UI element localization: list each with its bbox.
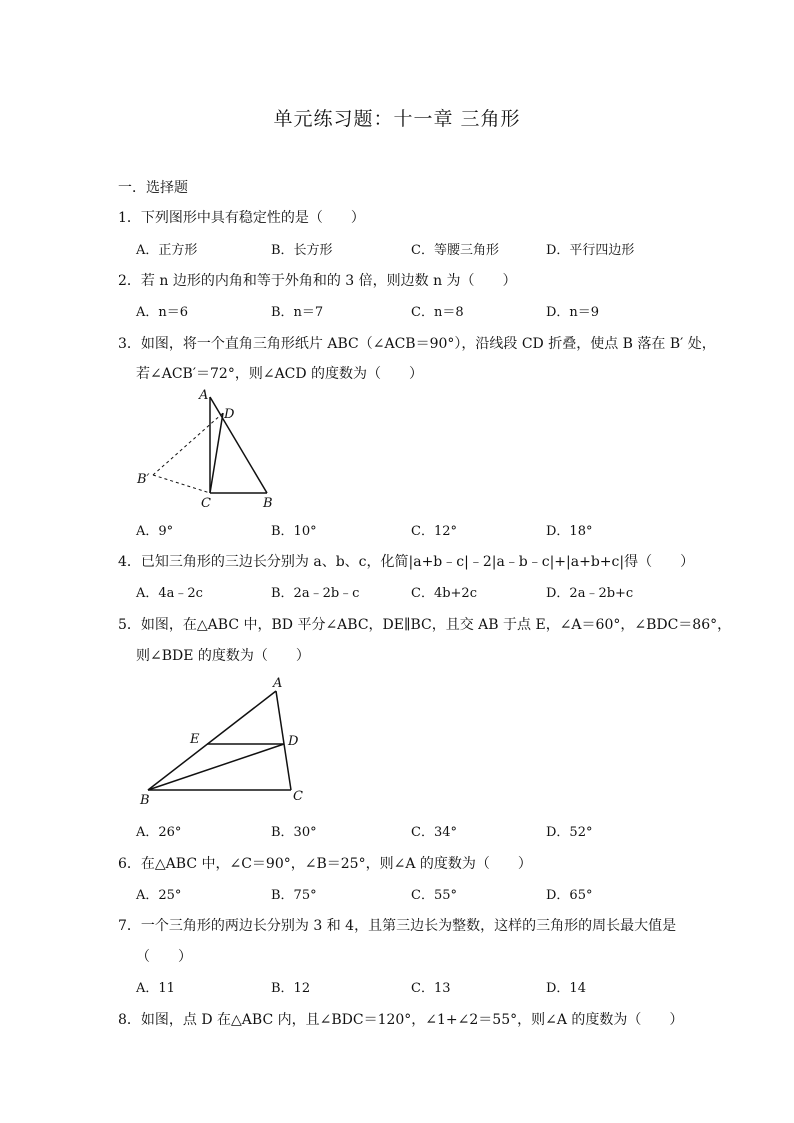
option-b: B．n＝7: [271, 305, 324, 320]
option-d: D．18°: [546, 524, 593, 539]
option-a: A．26°: [136, 825, 182, 840]
option-c: C．34°: [411, 825, 457, 840]
label-d: D: [224, 407, 235, 422]
question-8: 8．如图，点 D 在△ABC 内，且∠BDC＝120°，∠1+∠2＝55°，则∠A 的度数为（ ）: [118, 1012, 684, 1028]
label-b: B: [140, 793, 150, 808]
option-a: A．4a﹣2c: [136, 586, 203, 601]
question-2: 2．若 n 边形的内角和等于外角和的 3 倍，则边数 n 为（ ）: [118, 273, 517, 289]
question-5-options: [136, 821, 696, 839]
option-d: D．2a﹣2b+c: [546, 586, 634, 601]
segment-b1c-dashed: [153, 475, 210, 493]
page-title: 单元练习题：十一章 三角形: [273, 108, 521, 130]
label-e: E: [190, 732, 200, 747]
option-b: B．30°: [271, 825, 317, 840]
question-5-continued: 则∠BDE 的度数为（ ）: [136, 648, 310, 664]
question-3-options: [136, 520, 696, 538]
option-b: B．10°: [271, 524, 317, 539]
question-3-continued: 若∠ACB′＝72°，则∠ACD 的度数为（ ）: [136, 366, 424, 382]
question-7-options: [136, 977, 696, 995]
option-a: A．11: [136, 981, 175, 996]
question-2-options: [136, 301, 696, 319]
option-c: C．12°: [411, 524, 457, 539]
question-3: 3．如图，将一个直角三角形纸片 ABC（∠ACB＝90°），沿线段 CD 折叠，使点 B 落在 B′ 处，: [118, 336, 716, 352]
option-a: A．n＝6: [136, 305, 189, 320]
question-4-options: [136, 582, 696, 600]
option-b: B．75°: [271, 888, 317, 903]
label-c: C: [293, 789, 303, 804]
segment-ba: [148, 691, 276, 790]
question-1: 1．下列图形中具有稳定性的是（ ）: [118, 210, 365, 226]
label-d: D: [288, 734, 299, 749]
option-b: B．2a﹣2b﹣c: [271, 586, 360, 601]
option-d: D．65°: [546, 888, 593, 903]
figure-q3: [130, 385, 280, 510]
question-7: 7．一个三角形的两边长分别为 3 和 4，且第三边长为整数，这样的三角形的周长最大值是: [118, 918, 677, 934]
question-6-options: [136, 884, 696, 902]
segment-b1d-dashed: [153, 413, 223, 475]
question-5: 5．如图，在△ABC 中，BD 平分∠ABC，DE∥BC，且交 AB 于点 E，∠A＝60°，∠BDC＝86°，: [118, 617, 732, 633]
question-7-continued: （ ）: [136, 949, 192, 965]
option-d: D．n＝9: [546, 305, 600, 320]
label-b-prime: B′: [137, 472, 150, 487]
option-a: A．25°: [136, 888, 182, 903]
option-a: A．正方形: [136, 243, 198, 258]
section-heading: 一．选择题: [118, 180, 188, 196]
option-c: C．13: [411, 981, 451, 996]
option-d: D．52°: [546, 825, 593, 840]
option-b: B．长方形: [271, 243, 333, 258]
question-6: 6．在△ABC 中，∠C＝90°，∠B＝25°，则∠A 的度数为（ ）: [118, 856, 532, 872]
figure-q5: [135, 673, 315, 808]
option-c: C．n＝8: [411, 305, 464, 320]
option-a: A．9°: [136, 524, 174, 539]
option-c: C．4b+2c: [411, 586, 477, 601]
label-a: A: [199, 388, 209, 403]
question-1-options: [136, 239, 696, 257]
question-4: 4．已知三角形的三边长分别为 a、b、c，化简|a+b﹣c|﹣2|a﹣b﹣c|+|a+b+c|得（ ）: [118, 554, 695, 570]
option-d: D．平行四边形: [546, 243, 635, 258]
option-b: B．12: [271, 981, 311, 996]
option-d: D．14: [546, 981, 586, 996]
segment-cd: [210, 413, 223, 493]
label-a: A: [273, 676, 283, 691]
label-c: C: [201, 496, 211, 511]
option-c: C．等腰三角形: [411, 243, 499, 258]
segment-bd: [148, 744, 284, 790]
label-b: B: [263, 496, 273, 511]
option-c: C．55°: [411, 888, 457, 903]
